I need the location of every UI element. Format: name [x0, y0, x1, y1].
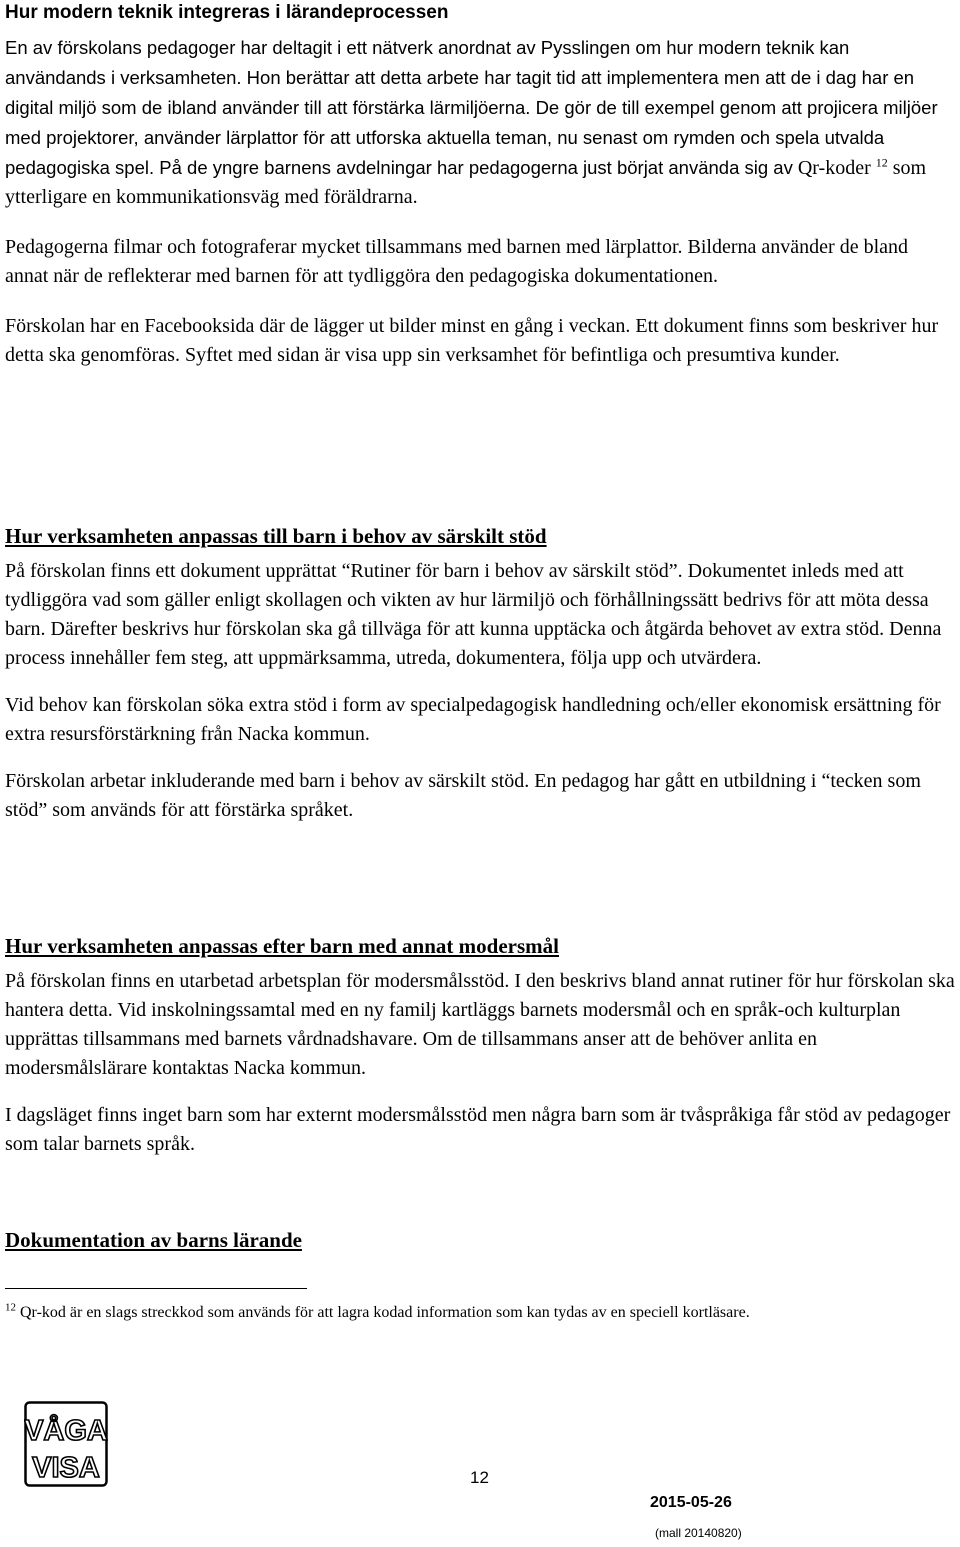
paragraph: Vid behov kan förskolan söka extra stöd i form av specialpedagogisk handledning och/eller ekonomisk ersättning för extra resursförstärkning från Nacka kommun.: [5, 694, 941, 745]
paragraph-text: Qr-koder: [797, 157, 871, 179]
footnote-text: Qr-kod är en slags streckkod som används för att lagra kodad information som kan tydas av en speciell kortläsare.: [20, 1304, 750, 1321]
footnote-divider: [5, 1288, 307, 1289]
section-modern-technology: [5, 0, 955, 370]
logo-line-2: VISA: [32, 1452, 100, 1484]
footnote-reference: 12: [875, 155, 888, 170]
paragraph-text: som ytterligare en kommunikationsväg med föräldrarna.: [5, 157, 927, 208]
section-special-support: [5, 522, 955, 825]
paragraph: Förskolan har en Facebooksida där de lägger ut bilder minst en gång i veckan. Ett dokument finns som beskriver hur detta ska genomföras. Syftet med sidan är visa upp sin verksamhet för befintliga och presumtiva kunder.: [5, 315, 939, 366]
logo-line-1: VÅGA: [24, 1415, 108, 1447]
section-title: Hur verksamheten anpassas till barn i behov av särskilt stöd: [5, 524, 547, 548]
paragraph: I dagsläget finns inget barn som har externt modersmålsstöd men några barn som är tvåspråkiga får stöd av pedagoger som talar barnets språk.: [5, 1104, 951, 1155]
paragraph: Förskolan arbetar inkluderande med barn i behov av särskilt stöd. En pedagog har gått en utbildning i “tecken som stöd” som används för att förstärka språket.: [5, 770, 921, 821]
document-date: 2015-05-26: [650, 1494, 732, 1511]
section-mother-tongue: [5, 932, 955, 1159]
paragraph-text: En av förskolans pedagoger har deltagit i ett nätverk anordnat av Pysslingen om hur modern teknik kan användands i verksamheten. Hon berättar att detta arbete har tagit tid att implementera men att de i dag har en digital miljö som de ibland använder till att förstärka lärmiljöerna. De gör de till exempel genom att projicera miljöer med projektorer, använder lärplattor för att utforska aktuella teman, nu senast om rymden och spela utvalda pedagogiska spel. På de yngre barnens avdelningar har pedagogerna just börjat använda sig av: [5, 37, 938, 178]
paragraph: På förskolan finns ett dokument upprättat “Rutiner för barn i behov av särskilt stöd”. Dokumentet inleds med att tydliggöra vad som gäller enligt skollagen och vikten av hur lärmiljö och förhållningssätt bedrivs för att möta dessa barn. Därefter beskrivs hur förskolan ska gå tillväga för att kunna upptäcka och åtgärda behovet av extra stöd. Denna process innehåller fem steg, att uppmärksamma, utreda, dokumentera, följa upp och utvärdera.: [5, 560, 942, 669]
section-title: Dokumentation av barns lärande: [5, 1228, 302, 1252]
paragraph: [5, 33, 955, 212]
section-documentation: [5, 1226, 955, 1254]
template-version: (mall 20140820): [655, 1526, 742, 1540]
section-title: Hur verksamheten anpassas efter barn med annat modersmål: [5, 934, 559, 958]
paragraph: Pedagogerna filmar och fotograferar mycket tillsammans med barnen med lärplattor. Bilderna använder de bland annat när de reflekterar med barnen för att tydliggöra den pedagogiska dokumentationen.: [5, 236, 908, 287]
page-number: 12: [470, 1468, 489, 1487]
paragraph: På förskolan finns en utarbetad arbetsplan för modersmålsstöd. I den beskrivs bland annat rutiner för hur förskolan ska hantera detta. Vid inskolningssamtal med en ny familj kartläggs barnets modersmål och en språk-och kulturplan upprättas tillsammans med barnets vårdnadshavare. Om de tillsammans anser att de behöver anlita en modersmålslärare kontaktas Nacka kommun.: [5, 970, 955, 1079]
footnote-number: 12: [5, 1301, 16, 1314]
section-title: Hur modern teknik integreras i lärandeprocessen: [5, 2, 449, 23]
vaga-visa-logo: [24, 1401, 108, 1487]
footnote: [5, 1300, 905, 1325]
